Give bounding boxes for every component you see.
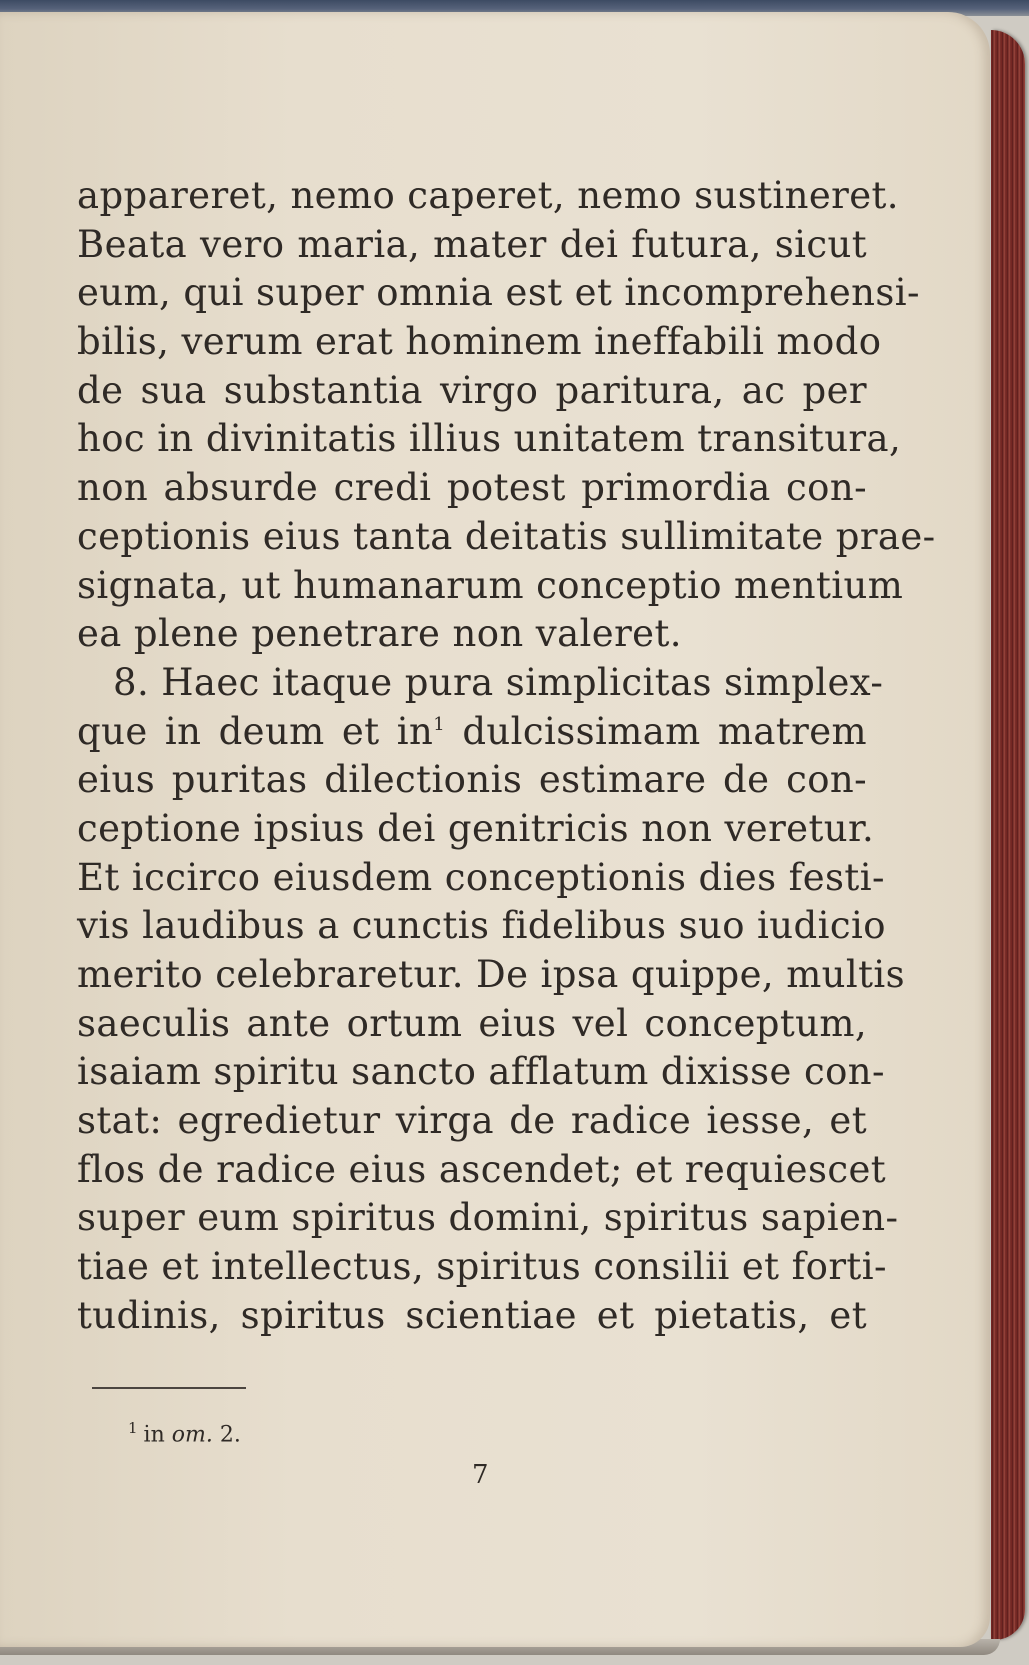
text-line: merito celebraretur. De ipsa quippe, multis	[77, 953, 906, 996]
text-segment: que in deum et in	[77, 709, 434, 753]
text-line: tudinis, spiritus scientiae et pietatis, et	[77, 1293, 867, 1337]
paragraph-8-first-line: 8. Haec itaque pura simplicitas simplex-	[113, 660, 884, 704]
footnote-separator	[92, 1387, 246, 1389]
text-line: ea plene penetrare non valeret.	[77, 612, 682, 656]
text-line: Et iccirco eiusdem conceptionis dies festi-	[77, 855, 885, 899]
text-line: hoc in divinitatis illius unitatem transitura,	[77, 417, 902, 461]
footnote-abbreviation: om.	[171, 1422, 213, 1448]
footnote-reference: 1	[433, 713, 446, 735]
text-line: vis laudibus a cunctis fidelibus suo iudicio	[77, 904, 886, 948]
text-line-with-footnote	[77, 708, 867, 757]
text-line: isaiam spiritu sancto afflatum dixisse con-	[77, 1050, 885, 1094]
text-line: saeculis ante ortum eius vel conceptum,	[77, 1001, 867, 1045]
footnote-text: in	[143, 1422, 165, 1448]
text-line: non absurde credi potest primordia con-	[77, 466, 867, 510]
text-line: tiae et intellectus, spiritus consilii et forti-	[77, 1245, 887, 1289]
text-line: ceptione ipsius dei genitricis non veretur.	[77, 806, 875, 850]
text-line: eum, qui super omnia est et incomprehensi-	[77, 271, 920, 315]
text-line: appareret, nemo caperet, nemo sustineret.	[77, 174, 899, 217]
text-line: super eum spiritus domini, spiritus sapien-	[77, 1196, 899, 1240]
page-fore-edge	[991, 30, 1025, 1640]
text-line: flos de radice eius ascendet; et requiescet	[77, 1147, 887, 1191]
footnote	[128, 1419, 241, 1447]
text-line: bilis, verum erat hominem ineffabili modo	[77, 320, 882, 364]
text-line: stat: egredietur virga de radice iesse, et	[77, 1099, 867, 1143]
text-line: eius puritas dilectionis estimare de con-	[77, 758, 867, 802]
footnote-marker: 1	[128, 1419, 138, 1437]
text-line: signata, ut humanarum conceptio mentium	[77, 563, 904, 607]
page-number: 7	[472, 1460, 489, 1490]
text-line: Beata vero maria, mater dei futura, sicut	[77, 222, 867, 266]
body-text	[77, 172, 936, 1341]
text-line: de sua substantia virgo paritura, ac per	[77, 368, 867, 412]
text-line: ceptionis eius tanta deitatis sullimitate prae-	[77, 514, 936, 558]
footnote-number: 2.	[219, 1422, 241, 1448]
text-segment: dulcissimam matrem	[462, 709, 867, 753]
book-page	[0, 12, 990, 1647]
